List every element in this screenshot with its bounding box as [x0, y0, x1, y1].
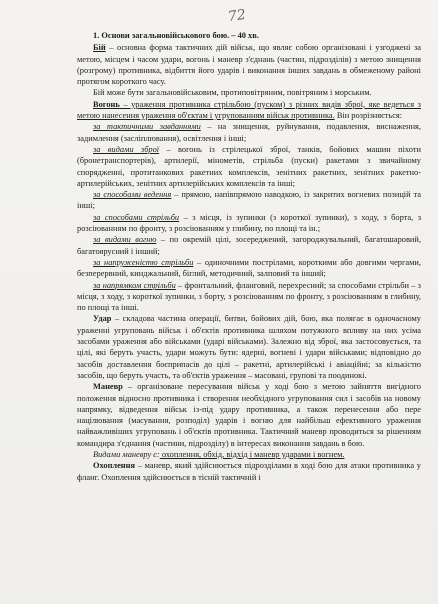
item-text: – на знищення, руйнування, подавлення, виснаження, задимлення (засліплювання), освітлення і інші;	[77, 122, 421, 143]
battle-definition: – основна форма тактичних дій військ, що являє собою організовані і узгоджені за метою, місцем і часом удари, вогонь і маневр з'єднань (частин, підрозділів) з метою знищення (розгрому) противника, відбиття його ударів і виконання інших завдань в обмеженому районі протягом короткого часу.	[77, 43, 421, 87]
paragraph-fire	[77, 99, 421, 122]
fire-item-tasks	[77, 121, 421, 144]
item-label: за тактичними завданнями	[93, 122, 201, 132]
fire-item-direction	[77, 280, 421, 314]
term-battle: Бій	[93, 43, 106, 53]
fire-item-shooting-methods	[77, 212, 421, 235]
item-text: – вогонь із стрілецької зброї, танків, бойових машин піхоти (бронетранспортерів), артилерії, мінометів, стрільба (пуски) ракетами з звичайному спорядженні, протитанкових ракетних комплексів, зенітних ракетних, зенітних ракетно-артилерійських, зенітних артилерійських комплексів та інші;	[77, 144, 421, 188]
term-maneuver: Маневр	[93, 382, 123, 392]
item-text: – з місця, із зупинки (з короткої зупинки), з ходу, з борта, з розсіюванням по фронту, з розсіюванням у глибину, по площі та ін.;	[77, 212, 421, 234]
term-strike: Удар	[93, 314, 112, 324]
item-label: за напрямком стрільби	[93, 280, 176, 290]
item-label: за способами стрільби	[93, 212, 180, 222]
fire-item-fire-types	[77, 234, 421, 257]
item-text: – прямою, напівпрямою наводкою, із закритих вогневих позицій та інші;	[77, 190, 422, 211]
paragraph-battle	[77, 42, 421, 87]
maneuver-types-label: Видами маневру є:	[93, 449, 160, 459]
maneuver-types-list: охоплення, обхід, відхід і маневр ударами і вогнем.	[159, 449, 345, 459]
paragraph-battle-types: Бій може бути загальновійськовим, протиповітряним, повітряним і морським.	[93, 88, 372, 98]
fire-item-intensity	[77, 257, 421, 280]
item-label: за видами зброї	[93, 144, 160, 154]
item-text: – фронтальний, фланговий, перехресний; за способами стрільби – з місця, з ходу, з короткої зупинки, з борту, з розсіюванням по фронту, з розсіюванням в глибину, по площі та інші.	[77, 280, 421, 313]
item-label: за способами ведення	[93, 190, 172, 200]
fire-intro: Він розрізняється:	[334, 111, 403, 121]
fire-item-weapons	[77, 144, 421, 189]
item-text: – одиночними пострілами, короткими або довгими чергами, безперервний, кинджальний, біглий, методичний, залповий та інший;	[77, 257, 422, 279]
paragraph-envelopment	[77, 460, 421, 483]
page-number: 72	[226, 6, 247, 26]
envelopment-definition: – маневр, який здійснюється підрозділами в ході бою для атаки противника у фланг. Охоплення здійснюється в тісній тактичній і	[77, 461, 421, 482]
item-label: за видами вогню	[93, 235, 157, 245]
item-text: – по окремій цілі, зосереджений, загороджувальний, багатошаровий, багатоярусний і інший;	[77, 235, 421, 256]
paragraph-strike	[77, 313, 421, 381]
fire-item-conduct	[77, 189, 421, 212]
strike-definition: – складова частина операції, битви, бойових дій, бою, яка полягає в одночасному ураженні угруповань військ і об'єктів противника шляхом потужного впливу на них усіма засобами ураження або військами (ударі військами). Залежно від зброї, яка застосовується, та цілі, які беруть участь, удари можуть бути: ядерні, вогневі і удари військами; відповідно до засобів доставлення боєприпасів до цілі – ракетні, артилерійські і авіаційні; за кількістю засобів, що беруть участь, та об'єктів ураження – масовані, групові та поодинокі.	[77, 314, 421, 380]
paragraph-maneuver	[77, 381, 421, 449]
fire-definition: – ураження противника стрільбою (пуском) з різних видів зброї, яке ведеться з метою нанесення ураження об'єктам і угрупованням військ противника.	[77, 99, 421, 121]
document-body	[77, 30, 421, 483]
item-label: за напруженістю стрільби	[93, 257, 194, 267]
section-heading: 1. Основи загальновійськового бою. – 40 хв.	[93, 31, 259, 40]
term-envelopment: Охоплення	[93, 461, 135, 471]
maneuver-definition: – організоване пересування військ у ході бою з метою зайняття вигідного положення відносно противника і створення необхідного угруповання сил і засобів на новому напрямку, відведення військ із-під удару противника, а також перенесення або пере націлювання (масування, розподіл) ударів і вогню для найбільш ефективного ураження найважливіших угруповань і об'єктів противника. Тактичний маневр проводиться за рішенням командира з'єднання (частини, підрозділу) в інтересах виконання завдань в бою.	[77, 382, 421, 448]
paragraph-maneuver-types	[77, 449, 421, 460]
term-fire: Вогонь	[93, 99, 120, 109]
